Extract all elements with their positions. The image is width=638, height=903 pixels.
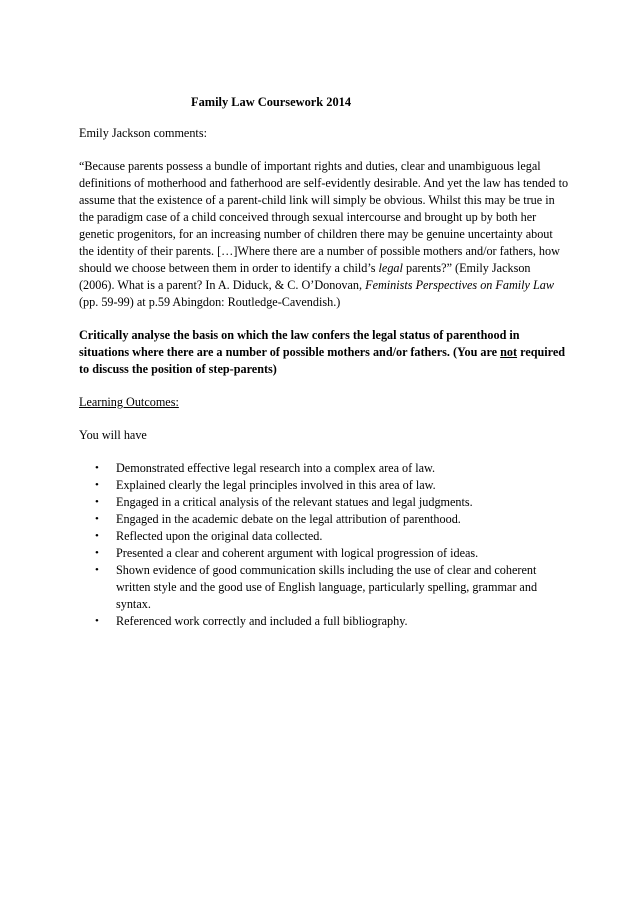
list-item [79, 477, 569, 494]
coursework-task [79, 327, 569, 378]
list-item [79, 562, 569, 613]
you-will-have-text: You will have [79, 428, 147, 442]
quote-book-title: Feminists Perspectives on Family Law [365, 278, 555, 292]
task-text: Critically analyse the basis on which the law confers the legal status of parenthood in situations where there are a number of possible mothers and/or fathers. (You are [79, 328, 520, 359]
task-emphasis: not [500, 345, 518, 359]
list-item [79, 460, 569, 477]
quote-italic-word: legal [378, 261, 403, 275]
bullet-icon: • [95, 462, 99, 474]
bullet-icon: • [95, 496, 99, 508]
list-item [79, 494, 569, 511]
bullet-icon: • [95, 479, 99, 491]
list-item [79, 613, 569, 630]
intro-text: Emily Jackson comments: [79, 126, 207, 140]
bullet-icon: • [95, 513, 99, 525]
document-title: Family Law Coursework 2014 [191, 95, 352, 109]
bullet-icon: • [95, 547, 99, 559]
learning-outcomes-list [79, 460, 569, 630]
quote-text: “Because parents possess a bundle of important rights and duties, clear and unambiguous legal definitions of motherhood and fatherhood are self-evidently desirable. And yet the law has tended to assume that the existence of a parent-child link will simply be obvious. Whilst this may be true in the paradigm case of a child conceived through sexual intercourse and brought up by both her genetic progenitors, for an increasing number of children there may be genuine uncertainty about the identity of their parents. […]Where there are a number of possible mothers and/or fathers, how should we choose between them in order to identify a child’s [79, 159, 569, 275]
list-item [79, 528, 569, 545]
outcome-text: Explained clearly the legal principles involved in this area of law. [116, 478, 436, 492]
outcome-text: Engaged in a critical analysis of the relevant statues and legal judgments. [116, 495, 473, 509]
learning-outcomes-heading: Learning Outcomes: [79, 395, 179, 409]
outcome-text: Shown evidence of good communication skills including the use of clear and coherent written style and the good use of English language, particularly spelling, grammar and syntax. [116, 563, 538, 611]
task-text-after: required to discuss the position of step-parents) [79, 345, 566, 376]
list-item [79, 545, 569, 562]
bullet-icon: • [95, 615, 99, 627]
outcome-text: Reflected upon the original data collected. [116, 529, 323, 543]
quote-text-after: parents?” (Emily Jackson (2006). What is a parent? In A. Diduck, & C. O’Donovan, [79, 261, 531, 292]
jackson-quote [79, 158, 569, 311]
outcome-text: Presented a clear and coherent argument with logical progression of ideas. [116, 546, 479, 560]
outcome-text: Referenced work correctly and included a full bibliography. [116, 614, 408, 628]
document-page [79, 94, 569, 630]
bullet-icon: • [95, 530, 99, 542]
outcome-text: Engaged in the academic debate on the legal attribution of parenthood. [116, 512, 461, 526]
outcome-text: Demonstrated effective legal research into a complex area of law. [116, 461, 436, 475]
list-item [79, 511, 569, 528]
quote-citation-end: (pp. 59-99) at p.59 Abingdon: Routledge-Cavendish.) [79, 295, 341, 309]
bullet-icon: • [95, 564, 99, 576]
